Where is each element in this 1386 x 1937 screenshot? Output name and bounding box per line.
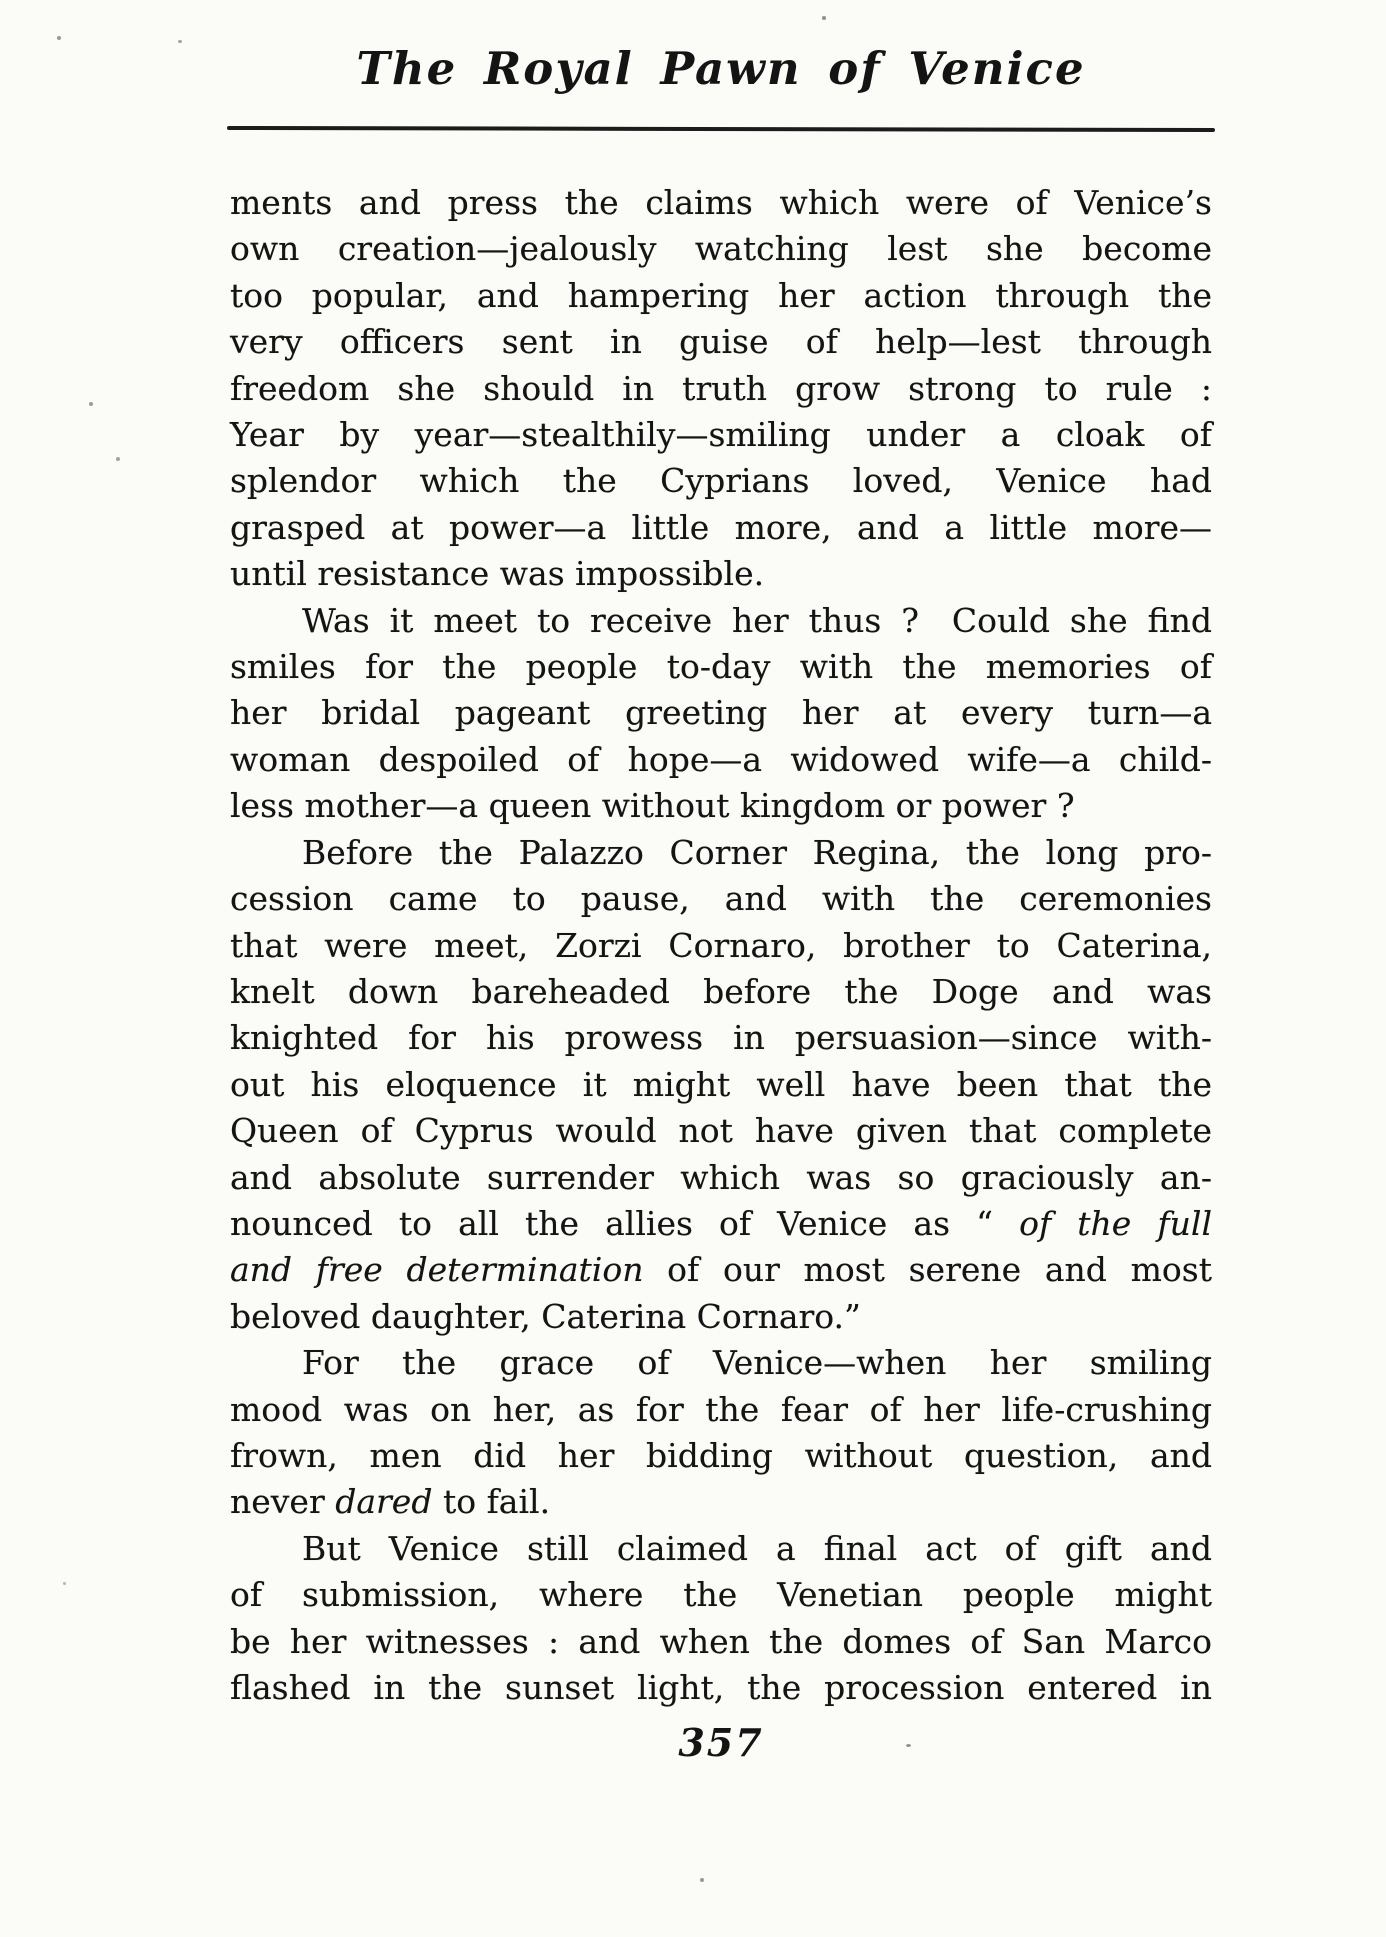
scan-speck [700,1878,704,1882]
text-line [230,876,1212,922]
text-segment: freedom she should in truth grow strong to rule : [230,368,1212,408]
text-segment: Queen of Cyprus would not have given that complete [230,1111,1212,1151]
text-line [230,1526,1212,1572]
text-segment: woman despoiled of hope—a widowed wife—a child- [230,739,1212,779]
scan-speck [178,40,182,43]
text-segment: of submission, where the Venetian people might [230,1575,1212,1615]
page-number: 357 [678,1720,764,1765]
paragraph [230,830,1212,1340]
text-line [230,737,1212,783]
text-segment: never [230,1482,336,1522]
text-line [230,458,1212,504]
text-line [230,1015,1212,1061]
text-line [230,1572,1212,1618]
scan-speck [63,1582,66,1585]
text-segment: beloved daughter, Caterina Cornaro.” [230,1296,861,1336]
text-line [230,923,1212,969]
text-line [230,505,1212,551]
text-line [230,226,1212,272]
paragraph [230,598,1212,830]
text-segment: frown, men did her bidding without question, and [230,1435,1212,1475]
text-line [230,180,1212,226]
text-segment: of our most serene and most [643,1250,1212,1290]
text-line [230,1387,1212,1433]
scan-speck [57,36,61,40]
text-line [230,644,1212,690]
text-line [230,273,1212,319]
scan-speck [89,402,93,406]
text-segment: Was it meet to receive her thus ? Could she find [302,600,1212,640]
paragraph [230,1526,1212,1712]
text-segment: be her witnesses : and when the domes of San Marco [230,1621,1212,1661]
text-line [230,1433,1212,1479]
scan-speck [116,457,120,461]
text-line [230,783,1212,829]
text-segment: ments and press the claims which were of Venice’s [230,183,1212,222]
text-segment: cession came to pause, and with the ceremonies [230,879,1212,919]
text-segment: nounced to all the allies of Venice as “ [230,1203,1020,1243]
italic-text-segment: and free determination [230,1250,644,1290]
paragraph [230,180,1212,598]
text-line [230,1479,1212,1525]
text-segment: For the grace of Venice—when her smiling [302,1343,1212,1383]
text-line [230,1619,1212,1665]
text-line [230,1340,1212,1386]
text-segment: grasped at power—a little more, and a little more— [230,507,1212,547]
text-segment: until resistance was impossible. [230,554,765,594]
text-segment: very officers sent in guise of help—lest through [230,322,1212,362]
text-segment: flashed in the sunset light, the procession entered in [230,1668,1212,1707]
text-segment: Before the Palazzo Corner Regina, the long pro- [302,832,1212,872]
scan-speck [822,16,826,20]
text-line [230,1247,1212,1293]
paragraph [230,1340,1212,1526]
text-line [230,551,1212,597]
text-segment: that were meet, Zorzi Cornaro, brother to Caterina, [230,925,1212,965]
text-line [230,1665,1212,1711]
text-line [230,690,1212,736]
text-segment: out his eloquence it might well have been that the [230,1064,1212,1104]
text-line [230,969,1212,1015]
text-segment: knighted for his prowess in persuasion—since with- [230,1018,1212,1058]
text-segment: own creation—jealously watching lest she become [230,229,1212,269]
text-line [230,1294,1212,1340]
text-line [230,1062,1212,1108]
text-segment: But Venice still claimed a final act of gift and [302,1528,1212,1568]
scan-speck [906,1744,911,1747]
header-rule-divider [227,126,1215,132]
text-segment: Year by year—stealthily—smiling under a cloak of [230,415,1212,455]
text-segment: and absolute surrender which was so graciously an- [230,1157,1212,1197]
text-line [230,366,1212,412]
text-segment: her bridal pageant greeting her at every turn—a [230,693,1212,733]
text-line [230,319,1212,365]
text-segment: too popular, and hampering her action through the [230,275,1212,315]
italic-text-segment: dared [335,1482,433,1522]
text-segment: splendor which the Cyprians loved, Venice had [230,461,1212,501]
italic-text-segment: of the full [1019,1203,1213,1243]
text-line [230,1201,1212,1247]
text-segment: to fail. [432,1482,551,1522]
page-header-title: The Royal Pawn of Venice [356,42,1086,95]
text-segment: smiles for the people to-day with the memories of [230,647,1212,687]
text-line [230,598,1212,644]
text-line [230,412,1212,458]
text-line [230,1155,1212,1201]
text-segment: knelt down bareheaded before the Doge and was [230,971,1212,1011]
text-line [230,1108,1212,1154]
text-segment: mood was on her, as for the fear of her life-crushing [230,1389,1212,1429]
text-line [230,830,1212,876]
page-body [230,180,1212,1711]
text-segment: less mother—a queen without kingdom or power ? [230,786,1075,826]
